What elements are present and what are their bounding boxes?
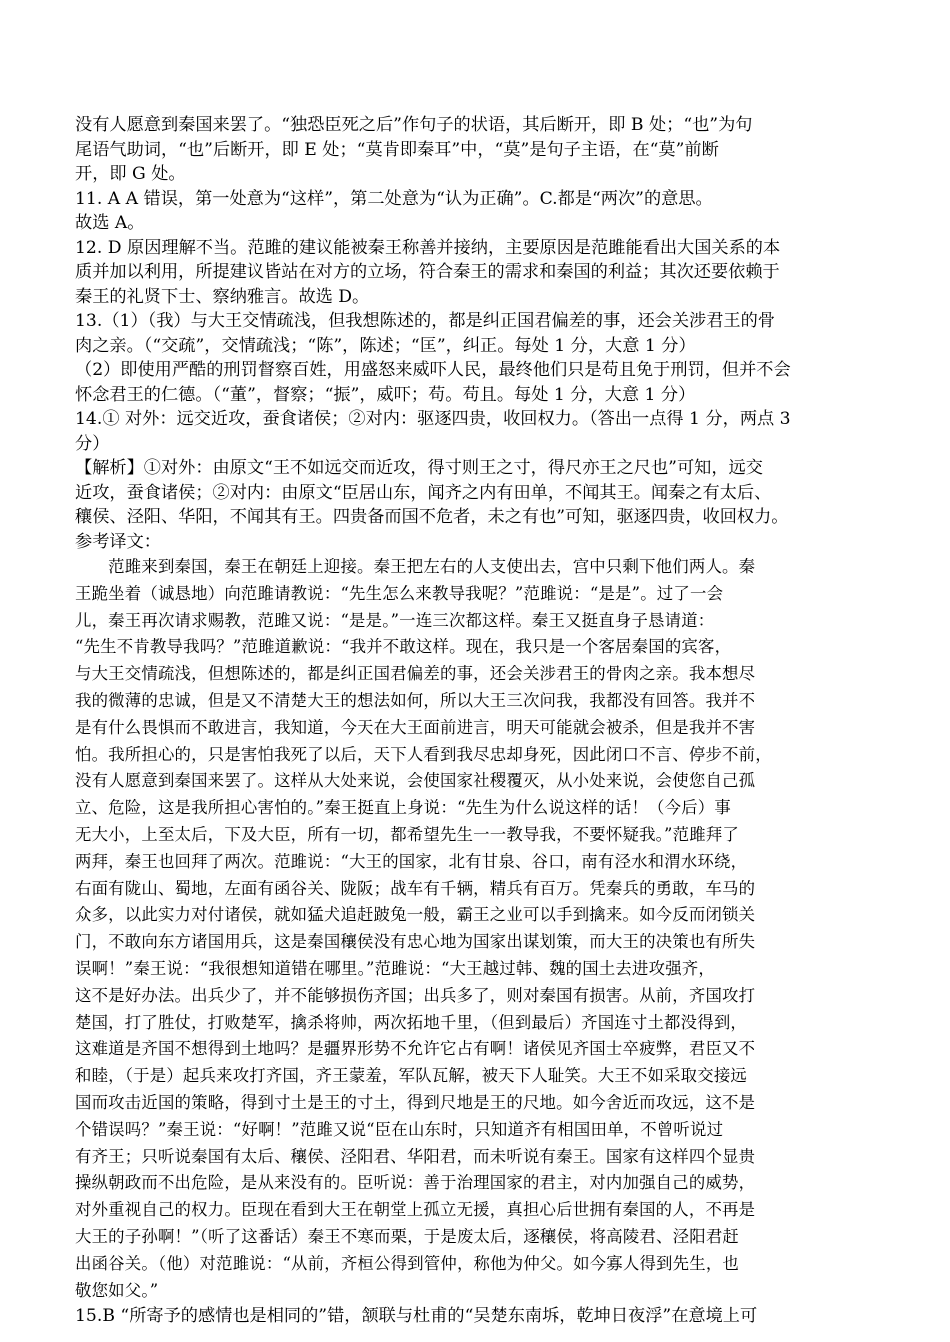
text-line: 右面有陇山、蜀地，左面有函谷关、陇阪；战车有千辆，精兵有百万。凭秦兵的勇敢，车马的 — [75, 878, 756, 898]
answer-14 — [75, 407, 880, 456]
text-line: 怀念君王的仁德。（“董”，督察；“振”，威吓；苟。苟且。每处 1 分，大意 1 分） — [75, 384, 696, 405]
text-line: 敬您如父。” — [75, 1280, 159, 1300]
text-line: 是有什么畏惧而不敢进言，我知道，今天在大王面前进言，明天可能就会被杀，但是我并不害 — [75, 717, 756, 737]
text-line: 无大小，上至太后，下及大臣，所有一切，都希望先生一一教导我，不要怀疑我。”范雎拜了 — [75, 824, 740, 844]
text-line: 11. A A 错误，第一处意为“这样”，第二处意为“认为正确”。C.都是“两次”的意思。 — [75, 188, 713, 209]
translation-heading: 参考译文： — [75, 531, 161, 552]
text-line: 我的微薄的忠诚，但是又不清楚大王的想法如何，所以大王三次问我，我都没有回答。我并不 — [75, 690, 756, 710]
text-line: 两拜，秦王也回拜了两次。范雎说：“大王的国家，北有甘泉、谷口，南有泾水和渭水环绕， — [75, 851, 748, 871]
text-line: 王跪坐着（诚恳地）向范雎请教说：“先生怎么来教导我呢？”范雎说：“是是”。过了一会 — [75, 583, 724, 603]
text-line: 怕。我所担心的，只是害怕我死了以后，天下人看到我尽忠却身死，因此闭口不言、停步不前， — [75, 744, 772, 764]
text-line: 12. D 原因理解不当。范雎的建议能被秦王称善并接纳，主要原因是范雎能看出大国关系的本 — [75, 237, 781, 258]
text-line: 【解析】①对外：由原文“王不如远交而近攻，得寸则王之寸，得尺亦王之尺也”可知，远交 — [75, 458, 763, 478]
text-line: 14.① 对外：远交近攻，蚕食诸侯；②对内：驱逐四贵，收回权力。（答出一点得 1 分，两点 3 — [75, 409, 791, 429]
text-line: 秦王的礼贤下士、察纳雅言。故选 D。 — [75, 286, 370, 307]
text-line: 尾语气助词，“也”后断开，即 E 处；“莫肯即秦耳”中，“莫”是句子主语，在“莫”前断 — [75, 139, 719, 160]
text-line: 众多，以此实力对付诸侯，就如猛犬追赶跛兔一般，霸王之业可以手到擒来。如今反而闭锁关 — [75, 905, 756, 925]
text-line: 近攻，蚕食诸侯；②对内：由原文“臣居山东，闻齐之内有田单，不闻其王。闻秦之有太后、 — [75, 482, 772, 503]
text-line: 质并加以利用，所提建议皆站在对方的立场，符合秦王的需求和秦国的利益；其次还要依赖于 — [75, 262, 780, 282]
text-line: 立、危险，这是我所担心害怕的。”秦王挺直上身说：“先生为什么说这样的话！（今后）事 — [75, 798, 731, 818]
text-line: 对外重视自己的权力。臣现在看到大王在朝堂上孤立无援，真担心后世拥有秦国的人，不再是 — [75, 1200, 756, 1220]
text-line: 个错误吗？”秦王说：“好啊！”范雎又说“臣在山东时，只知道齐有相国田单，不曾听说过 — [75, 1119, 724, 1139]
text-line: 肉之亲。（“交疏”，交情疏浅；“陈”，陈述；“匡”，纠正。每处 1 分，大意 1 分） — [75, 335, 696, 356]
text-line: 国而攻击近国的策略，得到寸土是王的寸土，得到尺地是王的尺地。如今舍近而攻远，这不是 — [75, 1092, 756, 1112]
text-line: 有齐王；只听说秦国有太后、穰侯、泾阳君、华阳君，而未听说有秦王。国家有这样四个显贵 — [75, 1146, 756, 1166]
text-line: 穰侯、泾阳、华阳，不闻其有王。四贵备而国不危者，未之有也”可知，驱逐四贵，收回权力。 — [75, 507, 789, 527]
text-line: 分） — [75, 433, 110, 454]
text-line: 误啊！”秦王说：“我很想知道错在哪里。”范雎说：“大王越过韩、魏的国土去进攻强齐， — [75, 958, 715, 978]
text-line: 没有人愿意到秦国来罢了。这样从大处来说，会使国家社稷覆灭，从小处来说，会使您自己孤 — [75, 771, 756, 791]
document-page — [75, 113, 880, 1329]
reference-translation — [75, 554, 880, 1304]
intro-paragraph — [75, 113, 880, 187]
text-line: “先生不肯教导我吗？”范雎道歉说：“我并不敢这样。现在，我只是一个客居秦国的宾客， — [75, 637, 732, 657]
answer-12 — [75, 236, 880, 310]
text-line: 故选 A。 — [75, 213, 145, 233]
text-line: 与大王交情疏浅，但想陈述的，都是纠正国君偏差的事，还会关涉君王的骨肉之亲。我本想尽 — [75, 664, 756, 684]
text-line: 出函谷关。（他）对范雎说：“从前，齐桓公得到管仲，称他为仲父。如今寡人得到先生，也 — [75, 1253, 740, 1273]
text-line: 这难道是齐国不想得到土地吗？是疆界形势不允许它占有啊！诸侯见齐国士卒疲弊，君臣又不 — [75, 1039, 756, 1059]
analysis-section — [75, 456, 880, 554]
answer-11 — [75, 187, 880, 236]
text-line: 儿，秦王再次请求赐教，范雎又说：“是是。”一连三次都这样。秦王又挺直身子恳请道： — [75, 610, 715, 630]
text-line: 15.B “所寄予的感情也是相同的”错，颔联与杜甫的“吴楚东南坼，乾坤日夜浮”在意境上可 — [75, 1306, 758, 1327]
text-line: 这不是好办法。出兵少了，并不能够损伤齐国；出兵多了，则对秦国有损害。从前，齐国攻打 — [75, 985, 756, 1005]
text-line: （2）即使用严酷的刑罚督察百姓，用盛怒来威吓人民，最终他们只是苟且免于刑罚，但并不会 — [75, 360, 791, 380]
text-line: 楚国，打了胜仗，打败楚军，擒杀将帅，两次拓地千里，（但到最后）齐国连寸土都没得到， — [75, 1012, 748, 1032]
text-line: 13.（1）（我）与大王交情疏浅，但我想陈述的，都是纠正国君偏差的事，还会关涉君王的骨 — [75, 311, 775, 331]
text-line: 门，不敢向东方诸国用兵，这是秦国穰侯没有忠心地为国家出谋划策，而大王的决策也有所失 — [75, 932, 756, 952]
text-line: 没有人愿意到秦国来罢了。“独恐臣死之后”作句子的状语，其后断开，即 B 处；“也”为句 — [75, 115, 753, 135]
answer-13 — [75, 309, 880, 407]
text-line: 和睦，（于是）起兵来攻打齐国，齐王蒙羞，军队瓦解，被天下人耻笑。大王不如采取交接远 — [75, 1066, 748, 1086]
answer-15 — [75, 1304, 880, 1329]
text-line: 开，即 G 处。 — [75, 164, 186, 184]
text-line: 范雎来到秦国，秦王在朝廷上迎接。秦王把左右的人支使出去，宫中只剩下他们两人。秦 — [75, 557, 756, 576]
text-line: 操纵朝政而不出危险，是从来没有的。臣听说：善于治理国家的君主，对内加强自己的威势， — [75, 1173, 756, 1193]
text-line: 大王的子孙啊！”（听了这番话）秦王不寒而栗，于是废太后，逐穰侯，将高陵君、泾阳君赶 — [75, 1226, 740, 1246]
